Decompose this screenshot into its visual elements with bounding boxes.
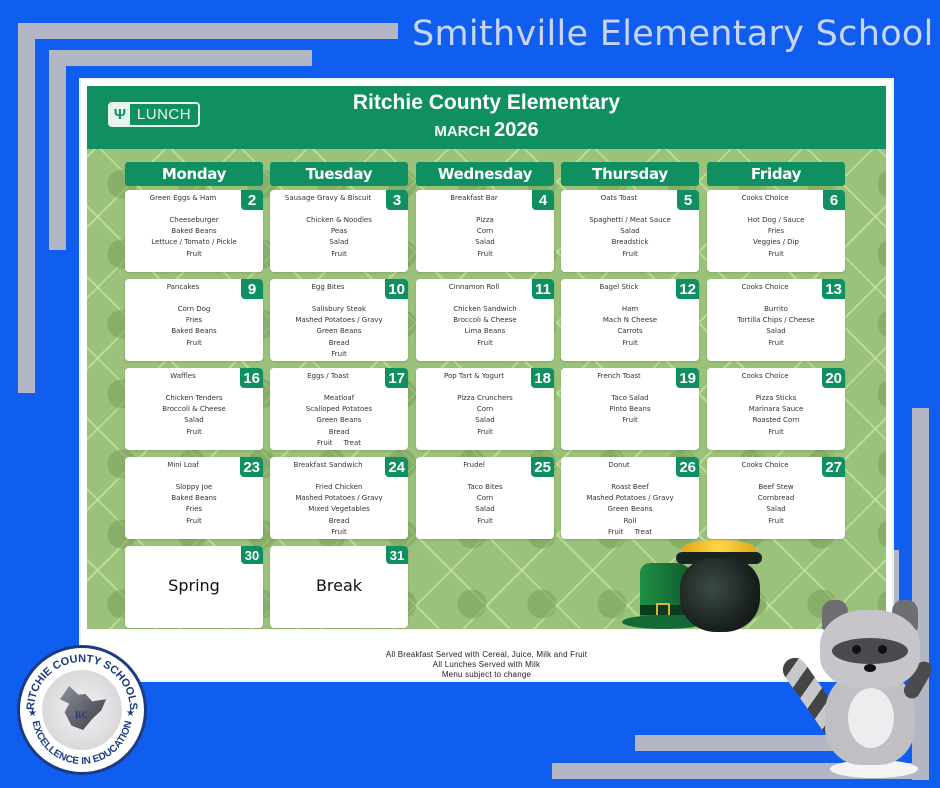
date-badge: 23 [240,457,263,477]
breakfast-item: Frudel [463,461,485,469]
lunch-item: Fruit [331,349,347,358]
raccoon-mascot-icon [770,600,940,780]
breakfast-item: Cooks Choice [741,283,789,291]
lunch-item: Pizza [476,216,494,224]
note-breakfast: All Breakfast Served with Cereal, Juice, Milk and Fruit [385,650,588,659]
lunch-item: Fruit [622,338,638,347]
day-header-tuesday: Tuesday [270,162,408,186]
lunch-item: Ham [621,305,639,313]
menu-day-cell [125,457,263,539]
lunch-item: Fruit [768,516,784,525]
decor-bar-left-outer [18,23,35,393]
lunch-item: Bread [328,516,350,525]
lunch-menu-poster [79,78,894,682]
lunch-item: Fruit [622,416,638,425]
logo-top-text: RITCHIE COUNTY SCHOOLS [24,652,140,711]
date-badge: 24 [385,457,408,477]
lunch-item: Fruit [186,249,202,258]
breakfast-item: Waffles [170,372,196,380]
lunch-items [561,215,699,260]
lunch-item: Salad [766,505,786,514]
menu-day-cell [561,457,699,539]
lunch-item: Fries [767,227,785,236]
menu-day-cell [270,190,408,272]
month-label: MARCH [434,123,491,140]
lunch-item: Corn [476,494,494,503]
poster-header [87,86,886,149]
lunch-item: Chicken & Noodles [306,216,372,224]
breakfast-item: Breakfast Bar [450,194,498,202]
lunch-item: Tortilla Chips / Cheese [737,316,815,325]
year-label: 2026 [494,119,539,141]
breakfast-item: Pop Tart & Yogurt [444,372,504,380]
note-lunch: All Lunches Served with Milk [432,660,541,669]
lunch-items [416,482,554,527]
fork-icon: Ψ [110,104,130,125]
menu-day-cell [707,457,845,539]
lunch-item: Fries [185,505,203,514]
breakfast-item: Donut [608,461,630,469]
menu-day-cell [416,368,554,450]
lunch-item: Corn [476,405,494,414]
date-badge: 13 [822,279,845,299]
lunch-item: Baked Beans [171,227,217,236]
lunch-badge-label: LUNCH [136,106,192,123]
date-badge: 31 [386,546,408,564]
lunch-item: Cheeseburger [169,216,219,224]
lunch-item: Fruit [331,527,347,536]
menu-day-cell [561,279,699,361]
date-badge: 2 [241,190,263,210]
lunch-items [561,482,699,538]
lunch-item: Chicken Tenders [165,394,223,402]
lunch-item: Bread [328,338,350,347]
logo-monogram: RC [75,710,88,720]
date-badge: 12 [676,279,699,299]
lunch-item: Fruit [768,338,784,347]
lunch-item: Pizza Crunchers [457,394,513,402]
lunch-item: Beef Stew [758,483,794,491]
breakfast-item: Cooks Choice [741,461,789,469]
lunch-item: Carrots [617,327,643,336]
menu-day-cell [561,190,699,272]
lunch-item: Fruit [477,249,493,258]
lunch-items [707,482,845,527]
menu-day-cell [125,190,263,272]
lunch-item: Fruit [331,249,347,258]
decor-bar-left-inner [49,50,66,250]
date-badge: 5 [677,190,699,210]
date-badge: 20 [822,368,845,388]
lunch-item: Fruit [477,338,493,347]
date-badge: 11 [532,279,554,299]
lunch-item: Salad [475,238,495,247]
lunch-item: Corn [476,227,494,236]
menu-day-cell [416,457,554,539]
lunch-item: Mashed Potatoes / Gravy [295,494,383,503]
breakfast-item: Bagel Stick [599,283,639,291]
menu-day-cell [416,190,554,272]
lunch-item: Salad [766,327,786,336]
lunch-item: Mixed Vegetables [308,505,370,514]
lunch-item: Burrito [764,305,788,313]
lunch-item: Broccoli & Cheese [162,405,226,414]
menu-day-cell [707,368,845,450]
menu-day-cell [707,190,845,272]
note-disclaimer: Menu subject to change [441,670,532,679]
breakfast-item: Pancakes [166,283,200,291]
breakfast-item: Cooks Choice [741,372,789,380]
decor-bar-top-outer [18,23,398,39]
spring-break-label: Break [315,576,363,595]
date-badge: 25 [531,457,554,477]
lunch-item: Baked Beans [171,327,217,336]
lunch-item: Fruit [477,516,493,525]
lunch-item: Pizza Sticks [755,394,797,402]
lunch-item: Salad [184,416,204,425]
lunch-items [270,393,408,449]
lunch-item: Breadstick [611,238,649,247]
lunch-item: Fruit Treat [608,527,652,536]
logo-bottom-text: EXCELLENCE IN EDUCATION [29,719,135,768]
lunch-item: Mashed Potatoes / Gravy [586,494,674,503]
lunch-item: Fruit [768,427,784,436]
lunch-item: Marinara Sauce [748,405,804,414]
breakfast-item: Oats Toast [600,194,638,202]
lunch-item: Fried Chicken [315,483,363,491]
date-badge: 18 [531,368,554,388]
svg-text:★: ★ [28,708,37,719]
lunch-item: Pinto Beans [609,405,651,414]
date-badge: 30 [241,546,263,564]
lunch-item: Broccoli & Cheese [453,316,517,325]
date-badge: 6 [823,190,845,210]
lunch-item: Taco Salad [611,394,649,402]
date-badge: 9 [241,279,263,299]
date-badge: 19 [676,368,699,388]
lunch-item: Meatloaf [323,394,355,402]
menu-day-cell [561,368,699,450]
menu-day-cell [270,279,408,361]
lunch-items [125,215,263,260]
lunch-item: Fruit [477,427,493,436]
lunch-item: Lima Beans [464,327,506,336]
date-badge: 26 [676,457,699,477]
lunch-items [707,215,845,260]
day-header-friday: Friday [707,162,845,186]
lunch-items [270,215,408,260]
breakfast-item: Egg Bites [311,283,345,291]
spring-break-cell [270,546,408,628]
lunch-item: Salisbury Steak [311,305,367,313]
poster-month-year [87,119,886,142]
breakfast-item: Mini Loaf [167,461,199,469]
breakfast-item: French Toast [597,372,641,380]
spring-break-cell [125,546,263,628]
lunch-item: Roasted Corn [752,416,800,425]
lunch-item: Fruit [186,427,202,436]
lunch-items [125,304,263,349]
day-header-thursday: Thursday [561,162,699,186]
menu-day-cell [416,279,554,361]
lunch-item: Chicken Sandwich [453,305,517,313]
lunch-item: Corn Dog [177,305,211,313]
breakfast-item: Green Eggs & Ham [149,194,217,202]
spring-break-label: Spring [168,576,220,595]
lunch-item: Hot Dog / Sauce [747,216,805,224]
breakfast-item: Cooks Choice [741,194,789,202]
lunch-items [270,482,408,538]
lunch-item: Lettuce / Tomato / Pickle [151,238,237,247]
lunch-items [416,215,554,260]
menu-day-cell [125,368,263,450]
lunch-item: Green Beans [607,505,653,514]
lunch-item: Sloppy Joe [175,483,213,491]
lunch-item: Bread [328,427,350,436]
lunch-item: Mashed Potatoes / Gravy [295,316,383,325]
decor-bar-top-inner [49,50,312,66]
date-badge: 16 [240,368,263,388]
lunch-item: Salad [620,227,640,236]
lunch-item: Fruit [186,338,202,347]
breakfast-item: Cinnamon Roll [448,283,500,291]
lunch-item: Fruit Treat [317,438,361,447]
lunch-items [125,393,263,438]
svg-text:★: ★ [126,708,135,719]
breakfast-item: Sausage Gravy & Biscuit [284,194,372,202]
lunch-item: Baked Beans [171,494,217,503]
day-header-monday: Monday [125,162,263,186]
date-badge: 4 [532,190,554,210]
lunch-items [707,304,845,349]
lunch-item: Fruit [186,516,202,525]
lunch-items [125,482,263,527]
lunch-item: Mach N Cheese [602,316,658,325]
pot-of-gold-icon [670,540,766,640]
menu-day-cell [707,279,845,361]
menu-day-cell [125,279,263,361]
lunch-item: Fries [185,316,203,325]
svg-text:EXCELLENCE IN EDUCATION [30,720,135,767]
lunch-item: Peas [330,227,348,236]
date-badge: 27 [822,457,845,477]
date-badge: 10 [385,279,408,299]
lunch-items [561,393,699,427]
lunch-item: Green Beans [316,416,362,425]
poster-title: Ritchie County Elementary [352,91,621,114]
lunch-items [416,393,554,438]
date-badge: 3 [386,190,408,210]
lunch-item: Salad [329,238,349,247]
svg-text:RITCHIE COUNTY SCHOOLS [25,653,139,710]
ritchie-county-schools-logo [17,645,147,775]
lunch-items [416,304,554,349]
lunch-items [561,304,699,349]
lunch-item: Salad [475,416,495,425]
menu-day-cell [270,368,408,450]
lunch-item: Fruit [768,249,784,258]
lunch-item: Roast Beef [611,483,649,491]
lunch-item: Spaghetti / Meat Sauce [589,216,671,224]
lunch-item: Roll [623,516,637,525]
lunch-items [707,393,845,438]
lunch-item: Cornbread [757,494,795,503]
lunch-items [270,304,408,360]
breakfast-item: Eggs / Toast [307,372,349,380]
school-title: Smithville Elementary School [412,14,934,54]
day-header-wednesday: Wednesday [416,162,554,186]
lunch-item: Fruit [622,249,638,258]
lunch-item: Salad [475,505,495,514]
date-badge: 17 [385,368,408,388]
menu-day-cell [270,457,408,539]
lunch-item: Green Beans [316,327,362,336]
lunch-item: Taco Bites [467,483,503,491]
lunch-item: Scalloped Potatoes [305,405,373,414]
lunch-item: Veggies / Dip [753,238,799,247]
breakfast-item: Breakfast Sandwich [293,461,363,469]
